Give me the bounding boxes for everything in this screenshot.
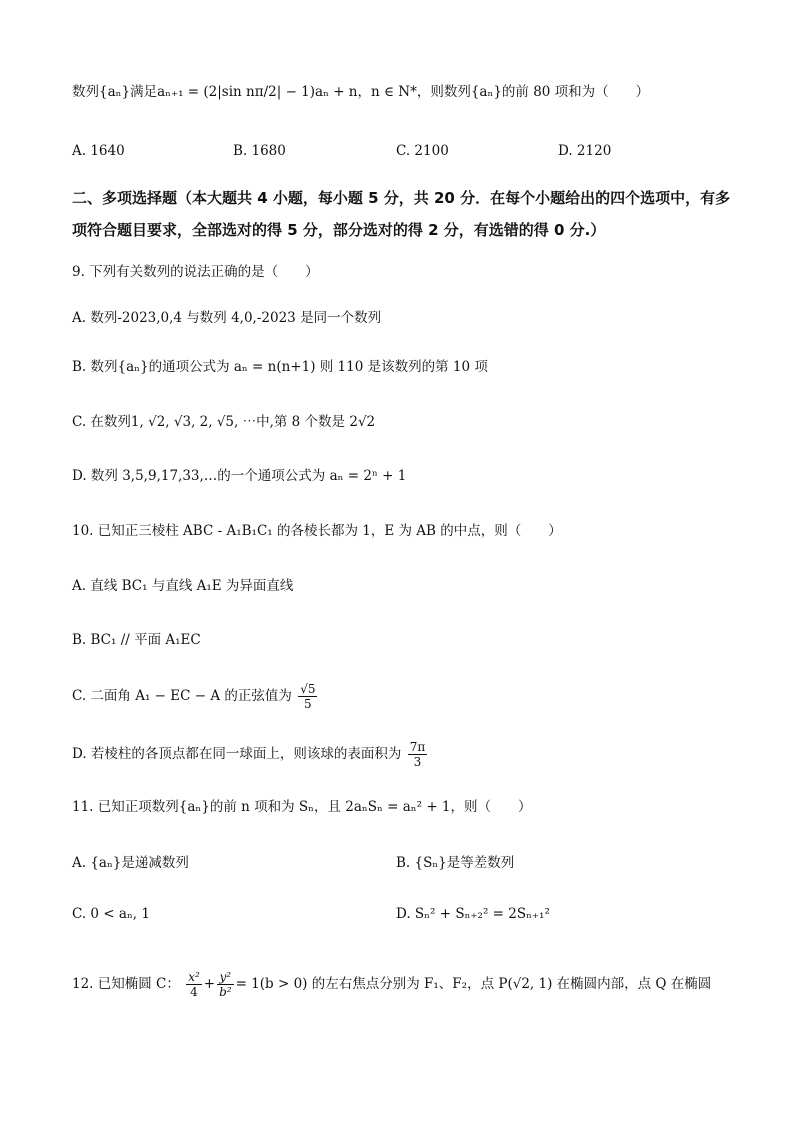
q11-option-d: D. Sₙ² + Sₙ₊₂² = 2Sₙ₊₁² [396,906,550,922]
q12-fraction-y [217,970,234,999]
q12-y-numerator: y² [217,970,234,985]
q8-option-d: D. 2120 [558,143,612,159]
q11-option-a: A. {aₙ}是递减数列 [72,855,189,871]
q9-option-d: D. 数列 3,5,9,17,33,…的一个通项公式为 aₙ = 2ⁿ + 1 [72,468,407,484]
q8-option-b: B. 1680 [233,143,286,159]
q11-option-b: B. {Sₙ}是等差数列 [396,855,515,871]
q11-option-c: C. 0 < aₙ, 1 [72,906,150,922]
q10-option-b: B. BC₁ // 平面 A₁EC [72,632,201,648]
q10-d-denominator: 3 [413,755,422,769]
q10-d-numerator: 7π [409,740,426,754]
question-9-stem: 9. 下列有关数列的说法正确的是（ ） [72,264,319,280]
q9-option-c: C. 在数列1, √2, √3, 2, √5, ⋯中,第 8 个数是 2√2 [72,414,376,430]
q12-text-start: 12. 已知椭圆 C： [72,976,180,992]
q10-option-c [72,682,319,711]
question-8-stem [72,82,649,102]
q10-option-c-text: C. 二面角 A₁ − EC − A 的正弦值为 [72,688,292,704]
q11-options-row-1 [0,851,794,871]
question-8-text: 数列{aₙ}满足aₙ₊₁ = (2|sin nπ/2| − 1)aₙ + n，n ∈ N*，则数列{aₙ}的前 80 项和为（ ） [72,84,650,100]
q10-option-d [72,740,429,769]
q8-option-c: C. 2100 [396,143,449,159]
q12-x-numerator: x² [188,970,200,984]
question-11-stem: 11. 已知正项数列{aₙ}的前 n 项和为 Sₙ，且 2aₙSₙ = aₙ² + 1，则（ ） [72,799,532,815]
q10-c-denominator: 5 [304,697,312,711]
question-10-stem: 10. 已知正三棱柱 ABC - A₁B₁C₁ 的各棱长都为 1，E 为 AB 的中点，则（ ） [72,523,562,539]
question-12-stem: 12. 已知椭圆 C： $\frac{\text{x²}}{4}$ + $\frac{\text{y²}}{\text{b²}}$ = 1(b > 0) 的左右焦点分别为 F₁、F₂，点 P(√2, 1) 在椭圆内部，点 Q 在椭圆 [72,970,712,999]
q8-option-a: A. 1640 [72,143,125,159]
q12-text-end: (b > 0) 的左右焦点分别为 F₁、F₂，点 P(√2, 1) 在椭圆内部，点 Q 在椭圆 [259,976,712,992]
q10-option-a: A. 直线 BC₁ 与直线 A₁E 为异面直线 [72,578,294,594]
q10-c-numerator: √5 [300,682,316,696]
q10-option-d-fraction [408,740,428,769]
q12-y-denominator: b² [219,985,232,999]
section-2-heading: 二、多项选择题（本大题共 4 小题，每小题 5 分，共 20 分．在每个小题给出的四个选项中，有多项符合题目要求，全部选对的得 5 分，部分选对的得 2 分，有选错的得 0 分.） [72,189,731,239]
q9-option-a: A. 数列-2023,0,4 与数列 4,0,-2023 是同一个数列 [72,310,382,326]
q12-x-denominator: 4 [190,985,198,999]
question-8-options [0,143,794,163]
q11-options-row-2 [0,906,794,926]
q12-fraction-x [186,970,202,999]
q9-option-b: B. 数列{aₙ}的通项公式为 aₙ = n(n+1) 则 110 是该数列的第 10 项 [72,359,488,375]
q10-option-c-fraction [298,682,317,711]
q10-option-d-text: D. 若棱柱的各顶点都在同一球面上，则该球的表面积为 [72,746,402,762]
